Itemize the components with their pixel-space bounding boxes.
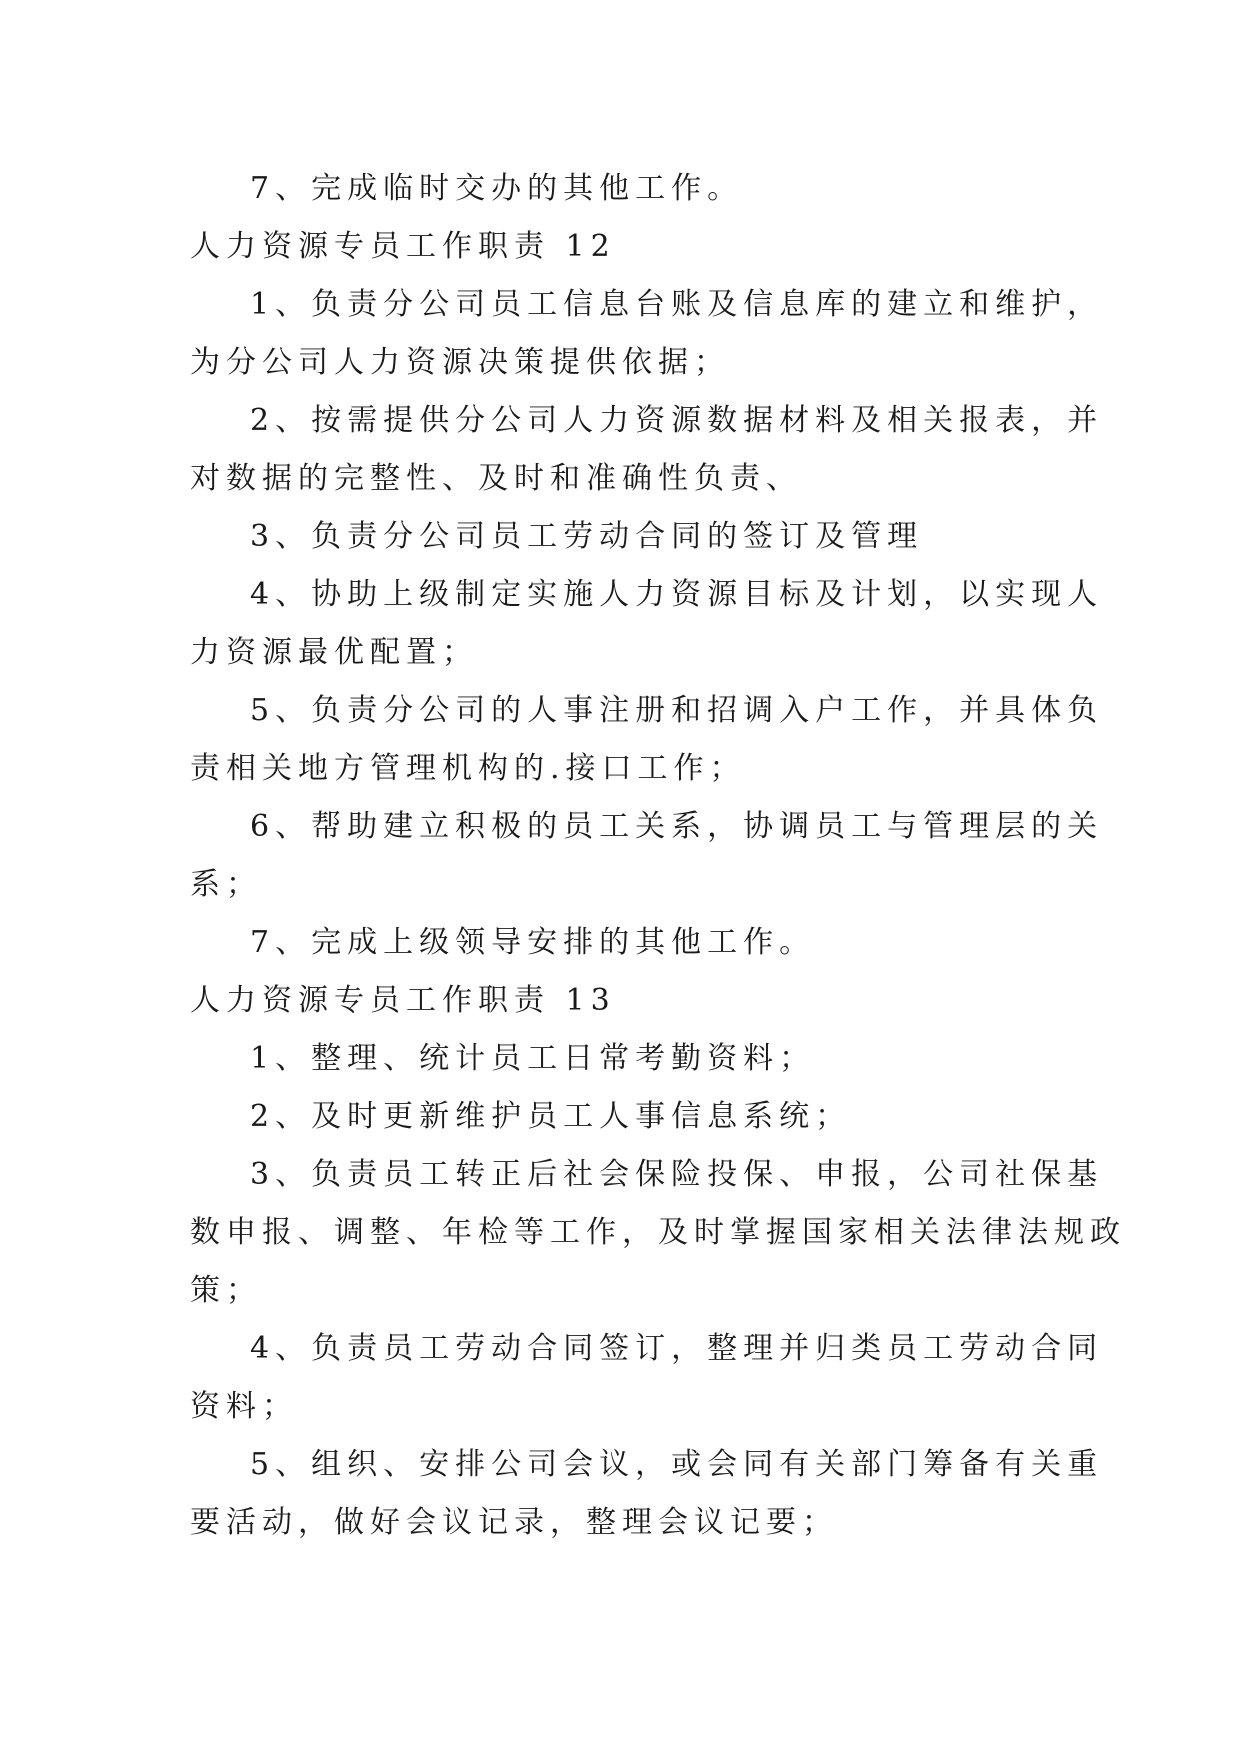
document-body: [190, 160, 1126, 1552]
paragraph-line: 7、完成临时交办的其他工作。: [250, 171, 744, 206]
paragraph-line: 资料；: [190, 1389, 298, 1424]
paragraph-line: 系；: [190, 867, 262, 902]
paragraph-line: 为分公司人力资源决策提供依据；: [190, 345, 730, 380]
paragraph-line: 对数据的完整性、及时和准确性负责、: [190, 461, 802, 496]
section-heading: 人力资源专员工作职责 12: [190, 229, 616, 264]
paragraph-line: 4、协助上级制定实施人力资源目标及计划，以实现人: [250, 577, 1104, 612]
paragraph-line: 6、帮助建立积极的员工关系，协调员工与管理层的关: [250, 809, 1104, 844]
paragraph-line: 2、按需提供分公司人力资源数据材料及相关报表，并: [250, 403, 1104, 438]
paragraph-line: 2、及时更新维护员工人事信息系统；: [250, 1099, 852, 1134]
paragraph-line: 5、负责分公司的人事注册和招调入户工作，并具体负: [250, 693, 1104, 728]
paragraph-line: 7、完成上级领导安排的其他工作。: [250, 925, 816, 960]
section-heading: 人力资源专员工作职责 13: [190, 983, 616, 1018]
paragraph-line: 责相关地方管理机构的.接口工作；: [190, 751, 746, 786]
paragraph-line: 3、负责员工转正后社会保险投保、申报，公司社保基: [250, 1157, 1104, 1192]
paragraph-line: 4、负责员工劳动合同签订，整理并归类员工劳动合同: [250, 1331, 1104, 1366]
paragraph-line: 要活动，做好会议记录，整理会议记要；: [190, 1505, 838, 1540]
paragraph-line: 3、负责分公司员工劳动合同的签订及管理: [250, 519, 924, 554]
paragraph-line: 5、组织、安排公司会议，或会同有关部门筹备有关重: [250, 1447, 1104, 1482]
paragraph-line: 策；: [190, 1273, 262, 1308]
paragraph-line: 数申报、调整、年检等工作，及时掌握国家相关法律法规政: [190, 1215, 1126, 1250]
paragraph-line: 1、负责分公司员工信息台账及信息库的建立和维护，: [250, 287, 1104, 322]
paragraph-line: 力资源最优配置；: [190, 635, 478, 670]
paragraph-line: 1、整理、统计员工日常考勤资料；: [250, 1041, 816, 1076]
